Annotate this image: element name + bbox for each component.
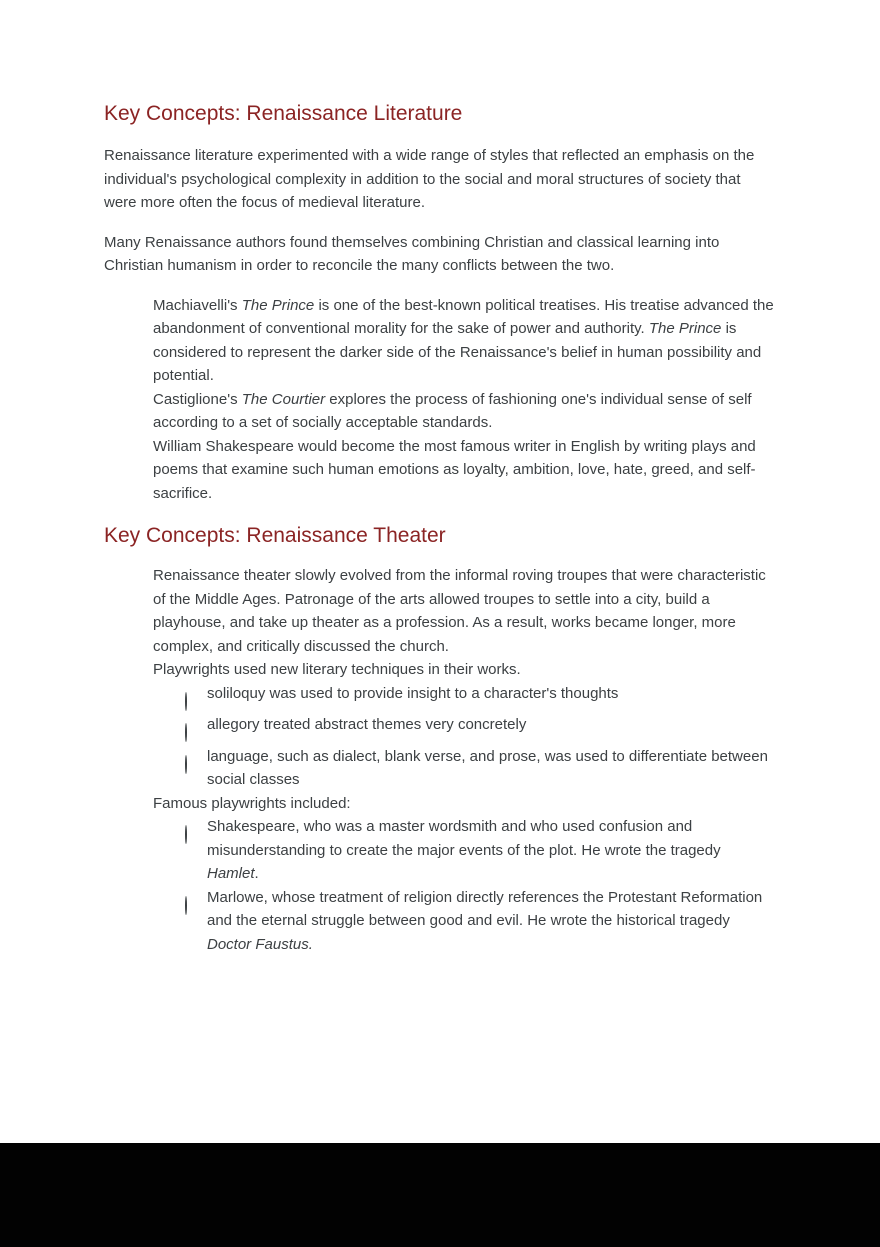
list-item-text: soliloquy was used to provide insight to a character's thoughts [207, 684, 619, 702]
paragraph-literature-intro: Renaissance literature experimented with a wide range of styles that reflected an emphasis on the individual's psychological complexity in addition to the social and moral structures of society that were more often the focus of medieval literature. [104, 147, 755, 211]
list-item-playwright-techniques [104, 658, 776, 792]
bullet-icon [130, 658, 153, 792]
bullet-icon [130, 388, 153, 435]
hollow-bullet-icon [185, 886, 207, 957]
list-item-famous-playwrights [104, 792, 776, 957]
sub-item-allegory [153, 713, 776, 745]
bullet-icon [130, 792, 153, 957]
list-item-text: Playwrights used new literary techniques in their works. [153, 661, 521, 678]
sub-item-shakespeare [153, 815, 776, 886]
list-item-machiavelli [104, 294, 776, 388]
playwrights-sub-list [153, 815, 776, 956]
bullet-icon [130, 294, 153, 388]
list-item-shakespeare [104, 435, 776, 506]
list-item-text: allegory treated abstract themes very concretely [207, 716, 527, 733]
bullet-icon [130, 564, 153, 658]
paragraph-christian-humanism: Many Renaissance authors found themselves combining Christian and classical learning into Christian humanism in order to reconcile the many conflicts between the two. [104, 233, 720, 274]
sub-item-soliloquy [153, 682, 776, 714]
list-item-text: Renaissance theater slowly evolved from the informal roving troupes that were characteristic of the Middle Ages. Patronage of the arts allowed troupes to settle into a city, build a playhouse, and take up theater as a profession. As a result, works became longer, more complex, and critically discussed the church. [153, 567, 766, 655]
section-heading-renaissance-theater: Key Concepts: Renaissance Theater [104, 524, 446, 547]
list-item-text: Famous playwrights included: [153, 794, 351, 812]
literature-bullet-list [104, 294, 776, 506]
theater-bullet-list [104, 564, 776, 956]
list-item-text: Shakespeare, who was a master wordsmith and who used confusion and misunderstanding to create the major events of the plot. He wrote the tragedy Hamlet. [207, 818, 721, 882]
bottom-black-bar [0, 1143, 880, 1247]
list-item-text: Marlowe, whose treatment of religion directly references the Protestant Reformation and the eternal struggle between good and evil. He wrote the historical tragedy Doctor Faustus. [207, 888, 763, 953]
techniques-sub-list [153, 682, 776, 792]
bullet-icon [130, 435, 153, 506]
hollow-bullet-icon [185, 815, 207, 886]
sub-item-marlowe [153, 886, 776, 957]
list-item-text: Machiavelli's The Prince is one of the best-known political treatises. His treatise advanced the abandonment of conventional morality for the sake of power and authority. The Prince is considered to represent the darker side of the Renaissance's belief in human possibility and potential. [153, 296, 774, 384]
list-item-text: Castiglione's The Courtier explores the process of fashioning one's individual sense of self according to a set of socially acceptable standards. [153, 390, 752, 431]
hollow-bullet-icon [185, 745, 207, 792]
sub-item-language [153, 745, 776, 792]
list-item-castiglione [104, 388, 776, 435]
section-heading-renaissance-literature: Key Concepts: Renaissance Literature [104, 102, 463, 125]
list-item-text: language, such as dialect, blank verse, and prose, was used to differentiate between social classes [207, 747, 768, 788]
hollow-bullet-icon [185, 713, 207, 745]
list-item-theater-evolution [104, 564, 776, 658]
list-item-text: William Shakespeare would become the most famous writer in English by writing plays and poems that examine such human emotions as loyalty, ambition, love, hate, greed, and self-sacrifice. [153, 437, 756, 502]
hollow-bullet-icon [185, 682, 207, 714]
